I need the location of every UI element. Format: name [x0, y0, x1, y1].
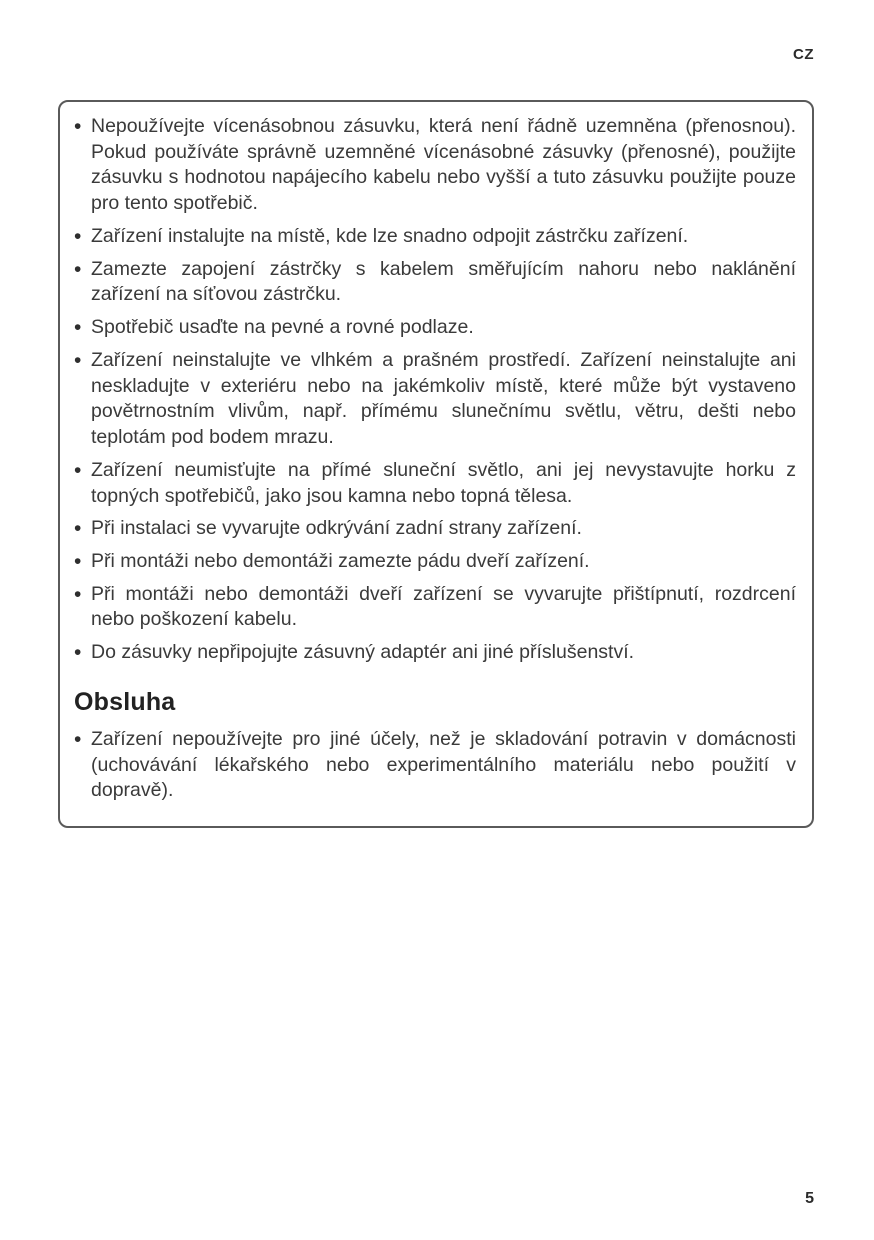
safety-bullet-item: • Zařízení neumisťujte na přímé sluneční světlo, ani jej nevystavujte horku z topných spotřebičů, jako jsou kamna nebo topná tělesa.	[74, 458, 796, 509]
safety-bullet-item: • Zařízení instalujte na místě, kde lze snadno odpojit zástrčku zařízení.	[74, 224, 796, 250]
operation-section-heading: Obsluha	[74, 687, 176, 716]
operation-bullet-item: • Zařízení nepoužívejte pro jiné účely, než je skladování potravin v domácnosti (uchovávání lékařského nebo experimentálního materiálu nebo použití v dopravě).	[74, 727, 796, 804]
safety-bullet-item: • Při montáži nebo demontáži zamezte pádu dveří zařízení.	[74, 549, 796, 575]
safety-bullet-item: • Do zásuvky nepřipojujte zásuvný adaptér ani jiné příslušenství.	[74, 640, 796, 666]
language-code: CZ	[793, 46, 814, 63]
operation-bullet-list	[74, 727, 796, 804]
safety-bullet-item: • Při instalaci se vyvarujte odkrývání zadní strany zařízení.	[74, 516, 796, 542]
safety-bullet-item: • Při montáži nebo demontáži dveří zařízení se vyvarujte přištípnutí, rozdrcení nebo poškození kabelu.	[74, 582, 796, 633]
safety-bullet-list	[74, 114, 796, 666]
safety-instructions-box	[58, 100, 814, 828]
safety-bullet-item: • Nepoužívejte vícenásobnou zásuvku, která není řádně uzemněna (přenosnou). Pokud používáte správně uzemněné vícenásobné zásuvky (přenosné), použijte zásuvku s hodnotou napájecího kabelu nebo vyšší a tuto zásuvku použijte pouze pro tento spotřebič.	[74, 114, 796, 217]
safety-bullet-item: • Zamezte zapojení zástrčky s kabelem směřujícím nahoru nebo naklánění zařízení na síťovou zástrčku.	[74, 257, 796, 308]
safety-bullet-item: • Spotřebič usaďte na pevné a rovné podlaze.	[74, 315, 796, 341]
safety-bullet-item: • Zařízení neinstalujte ve vlhkém a prašném prostředí. Zařízení neinstalujte ani neskladujte v exteriéru nebo na jakémkoliv místě, které může být vystaveno povětrnostním vlivům, např. přímému slunečnímu světlu, větru, dešti nebo teplotám pod bodem mrazu.	[74, 348, 796, 451]
page-number: 5	[805, 1190, 814, 1207]
